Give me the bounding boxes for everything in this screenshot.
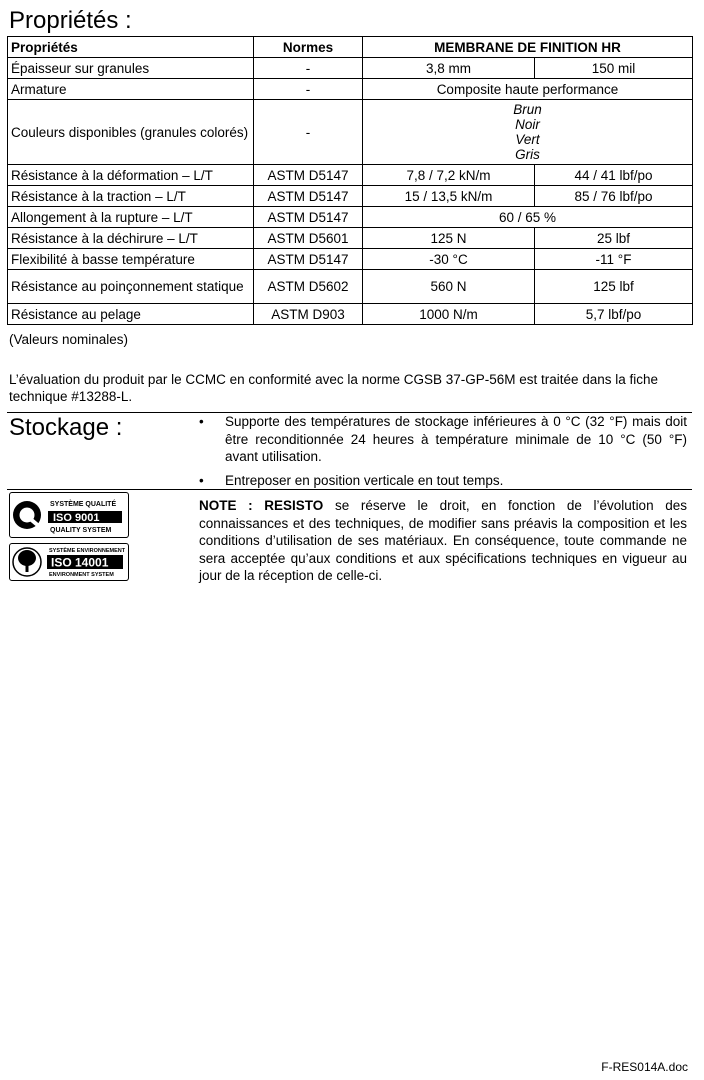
table-row	[8, 165, 693, 186]
color-item: Noir	[515, 117, 540, 132]
storage-bullet-list	[199, 413, 687, 489]
table-row	[8, 100, 693, 165]
color-item: Brun	[513, 102, 542, 117]
table-row	[8, 270, 693, 304]
row-norm: ASTM D5147	[254, 186, 363, 207]
row-property: Résistance au poinçonnement statique	[8, 270, 254, 304]
color-item: Gris	[515, 147, 540, 162]
row-imperial-value: 44 / 41 lbf/po	[535, 165, 693, 186]
row-metric-value: 125 N	[363, 228, 535, 249]
nominal-values-note: (Valeurs nominales)	[9, 332, 129, 347]
iso-14001-emblem-icon	[10, 544, 128, 580]
table-row	[8, 186, 693, 207]
footer-file-reference: F-RES014A.doc	[601, 1060, 688, 1074]
iso-14001-line2: ISO 14001	[51, 555, 109, 570]
header-product: MEMBRANE DE FINITION HR	[363, 37, 693, 58]
row-norm: -	[254, 58, 363, 79]
iso-9001-logo	[9, 492, 129, 538]
row-metric-value: 7,8 / 7,2 kN/m	[363, 165, 535, 186]
row-imperial-value: 150 mil	[535, 58, 693, 79]
row-metric-value: -30 °C	[363, 249, 535, 270]
note-label: NOTE :	[199, 498, 253, 513]
row-property: Armature	[8, 79, 254, 100]
row-imperial-value: 125 lbf	[535, 270, 693, 304]
row-imperial-value: 25 lbf	[535, 228, 693, 249]
bullet-text: Supporte des températures de stockage inférieures à 0 °C (32 °F) mais doit être reconditionnée 24 heures à température minimale de 10 °C (50 °F) avant utilisation.	[225, 414, 687, 464]
table-row	[8, 228, 693, 249]
row-norm: ASTM D5601	[254, 228, 363, 249]
row-norm: ASTM D5147	[254, 207, 363, 228]
row-merged-value: 60 / 65 %	[363, 207, 693, 228]
table-row	[8, 304, 693, 325]
table-row	[8, 249, 693, 270]
bullet-text: Entreposer en position verticale en tout temps.	[225, 472, 504, 488]
row-metric-value: 1000 N/m	[363, 304, 535, 325]
row-norm: ASTM D903	[254, 304, 363, 325]
row-merged-value: Composite haute performance	[363, 79, 693, 100]
header-properties: Propriétés	[8, 37, 254, 58]
note-brand: RESISTO	[264, 498, 324, 513]
row-property: Résistance à la déformation – L/T	[8, 165, 254, 186]
list-item	[199, 413, 687, 466]
iso-9001-emblem-icon	[10, 493, 128, 537]
row-norm: -	[254, 100, 363, 165]
header-norms: Normes	[254, 37, 363, 58]
table-header-row	[8, 37, 693, 58]
table-row	[8, 79, 693, 100]
color-item: Vert	[515, 132, 540, 147]
properties-table	[7, 36, 693, 325]
divider-bottom	[7, 489, 692, 490]
iso-14001-logo	[9, 543, 129, 581]
row-property: Résistance à la traction – L/T	[8, 186, 254, 207]
row-metric-value: 3,8 mm	[363, 58, 535, 79]
note-text: se réserve le droit, en fonction de l’évolution des connaissances et des techniques, de modifier sans préavis la composition et les conditions d’utilisation de ses matériaux. En conséquence, toute commande ne sera acceptée qu’aux conditions et aux spécifications techniques en vigueur au jour de la réception de celle-ci.	[199, 498, 687, 583]
row-norm: -	[254, 79, 363, 100]
bullet-icon: •	[199, 414, 204, 429]
row-property: Épaisseur sur granules	[8, 58, 254, 79]
iso-14001-line3: ENVIRONMENT SYSTEM	[49, 572, 114, 578]
section-title-storage: Stockage :	[9, 414, 123, 441]
legal-note	[199, 497, 687, 585]
table-row	[8, 207, 693, 228]
row-norm: ASTM D5147	[254, 165, 363, 186]
iso-14001-line1: SYSTÈME ENVIRONNEMENT	[49, 548, 126, 554]
iso-9001-line1: SYSTÈME QUALITÉ	[50, 501, 117, 508]
row-imperial-value: 5,7 lbf/po	[535, 304, 693, 325]
row-property: Flexibilité à basse température	[8, 249, 254, 270]
table-row	[8, 58, 693, 79]
row-norm: ASTM D5147	[254, 249, 363, 270]
row-property: Allongement à la rupture – L/T	[8, 207, 254, 228]
color-list	[363, 100, 693, 165]
row-property: Résistance au pelage	[8, 304, 254, 325]
ccmc-statement: L’évaluation du produit par le CCMC en conformité avec la norme CGSB 37-GP-56M est traitée dans la fiche technique #13288-L.	[9, 372, 659, 404]
row-metric-value: 560 N	[363, 270, 535, 304]
row-property: Couleurs disponibles (granules colorés)	[8, 100, 254, 165]
row-imperial-value: -11 °F	[535, 249, 693, 270]
row-property: Résistance à la déchirure – L/T	[8, 228, 254, 249]
iso-9001-line2: ISO 9001	[53, 512, 100, 524]
list-item	[199, 472, 687, 490]
bullet-icon: •	[199, 472, 204, 488]
section-title-properties: Propriétés :	[9, 7, 132, 34]
row-metric-value: 15 / 13,5 kN/m	[363, 186, 535, 207]
row-norm: ASTM D5602	[254, 270, 363, 304]
row-imperial-value: 85 / 76 lbf/po	[535, 186, 693, 207]
iso-9001-line3: QUALITY SYSTEM	[50, 527, 112, 534]
